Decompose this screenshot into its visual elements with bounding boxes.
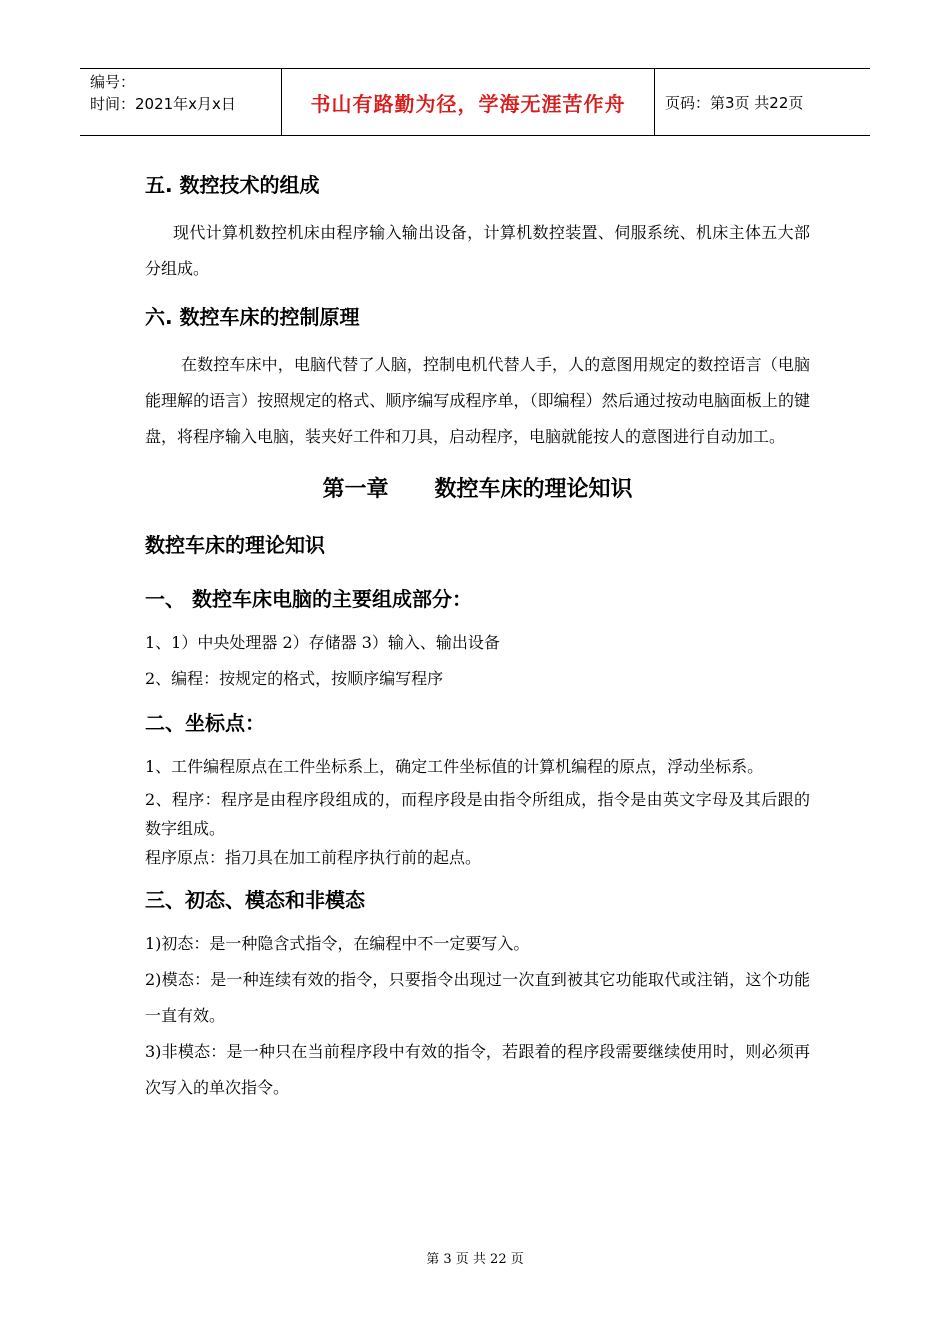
section-6-text: 在数控车床中，电脑代替了人脑，控制电机代替人手，人的意图用规定的数控语言（电脑能理解的语言）按照规定的格式、顺序编写成程序单，（即编程）然后通过按动电脑面板上的键盘，将程序输入电脑，装夹好工件和刀具，启动程序，电脑就能按人的意图进行自动加工。 [145, 355, 810, 446]
header-page-cell [655, 69, 870, 135]
header-page-info: 页码：第3页 共22页 [665, 93, 804, 112]
document-body [145, 165, 810, 1106]
section-6-title: 六. 数控车床的控制原理 [145, 305, 360, 329]
header-motto-cell [282, 69, 655, 135]
header-motto: 书山有路勤为径，学海无涯苦作舟 [310, 91, 626, 116]
theory-c2-title: 二、坐标点： [145, 711, 265, 735]
theory-title: 数控车床的理论知识 [145, 533, 325, 557]
theory-c3-item1: 1)初态：是一种隐含式指令，在编程中不一定要写入。 [145, 934, 530, 953]
page-header [80, 68, 870, 136]
header-number-label: 编号： [90, 73, 136, 91]
chapter-title: 第一章 数控车床的理论知识 [322, 477, 633, 502]
theory-c3-item3: 3)非模态：是一种只在当前程序段中有效的指令，若跟着的程序段需要继续使用时，则必须再次写入的单次指令。 [145, 1042, 810, 1097]
theory-c2-item3: 程序原点：指刀具在加工前程序执行前的起点。 [145, 848, 482, 867]
header-meta-cell [80, 69, 282, 135]
theory-c2-item2: 2、程序：程序是由程序段组成的，而程序段是由指令所组成，指令是由英文字母及其后跟的数字组成。 [145, 790, 810, 838]
section-5-title: 五. 数控技术的组成 [145, 173, 320, 197]
section-5-text: 现代计算机数控机床由程序输入输出设备，计算机数控装置、伺服系统、机床主体五大部分组成。 [145, 223, 810, 278]
header-time-label: 时间：2021年x月x日 [90, 95, 236, 113]
theory-c2-item1: 1、工件编程原点在工件坐标系上，确定工件坐标值的计算机编程的原点，浮动坐标系。 [145, 757, 764, 776]
theory-c1-item2: 2、编程：按规定的格式，按顺序编写程序 [145, 669, 444, 688]
page-footer: 第 3 页 共 22 页 [426, 1252, 524, 1267]
theory-c1-item1: 1、1）中央处理器 2）存储器 3）输入、输出设备 [145, 633, 500, 652]
theory-c3-title: 三、初态、模态和非模态 [145, 888, 365, 912]
theory-c1-title: 一、 数控车床电脑的主要组成部分： [145, 587, 472, 611]
theory-c3-item2: 2)模态：是一种连续有效的指令，只要指令出现过一次直到被其它功能取代或注销，这个功能一直有效。 [145, 970, 810, 1025]
